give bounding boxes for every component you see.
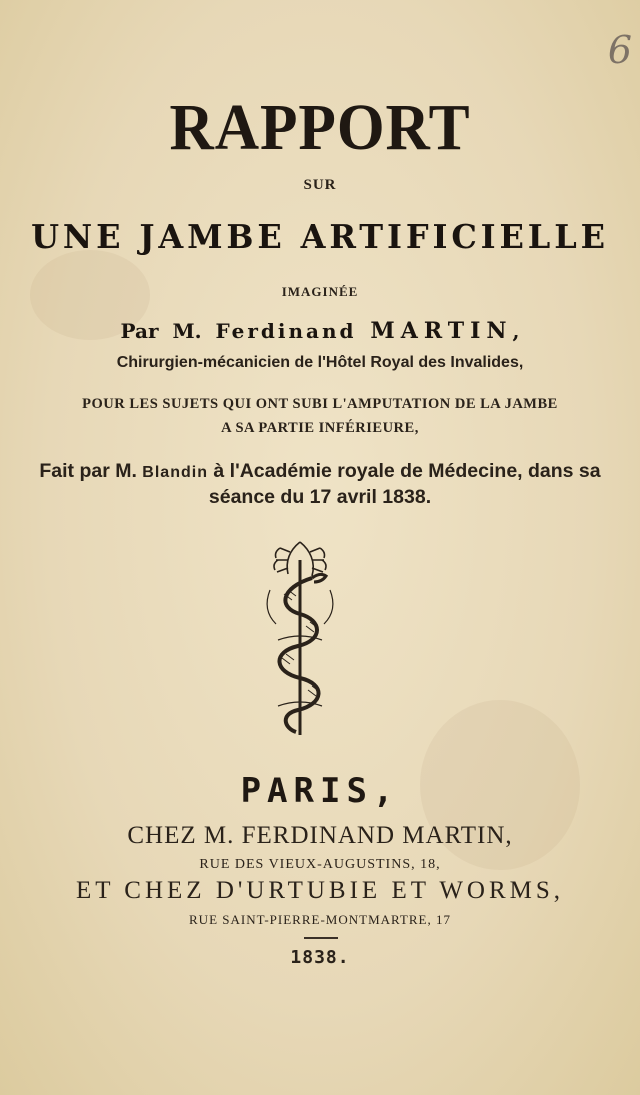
- imaginee-label: IMAGINÉE: [281, 284, 359, 299]
- author-comma: ,: [512, 319, 520, 343]
- imprint-address-1: RUE DES VIEUX-AUGUSTINS, 18,: [199, 857, 441, 872]
- imprint-publisher-1: CHEZ M. FERDINAND MARTIN,: [127, 822, 513, 849]
- purpose-line-1: POUR LES SUJETS QUI ONT SUBI L'AMPUTATION DE LA JAMBE: [82, 396, 558, 412]
- author-last-name: MARTIN: [370, 318, 513, 344]
- imprint-divider: [304, 937, 338, 939]
- report-prefix: Fait par M.: [39, 460, 137, 482]
- preposition-sur: SUR: [303, 177, 337, 193]
- author-first-name: Ferdinand: [215, 319, 357, 343]
- reporter-name: Blandin: [142, 464, 208, 481]
- author-title: M.: [172, 319, 202, 343]
- purpose-line-2: A SA PARTIE INFÉRIEURE,: [221, 420, 419, 436]
- author-par: Par: [120, 319, 159, 343]
- page-title: RAPPORT: [169, 91, 471, 164]
- report-line-2: séance du 17 avril 1838.: [208, 486, 432, 508]
- subject-heading: UNE JAMBE ARTIFICIELLE: [31, 217, 609, 256]
- caduceus-serpent-vignette-icon: [250, 530, 350, 745]
- author-role: Chirurgien-mécanicien de l'Hôtel Royal des Invalides,: [116, 354, 524, 371]
- imprint-year: 1838.: [290, 947, 350, 968]
- imprint-address-2: RUE SAINT-PIERRE-MONTMARTRE, 17: [189, 912, 451, 927]
- corner-page-mark: 6: [607, 28, 632, 72]
- imprint-publisher-2: ET CHEZ D'URTUBIE ET WORMS,: [75, 877, 565, 904]
- report-suffix: à l'Académie royale de Médecine, dans sa: [213, 460, 601, 482]
- author-line: [0, 318, 640, 344]
- report-line-1: [0, 460, 640, 483]
- imprint-city: PARIS,: [240, 771, 400, 811]
